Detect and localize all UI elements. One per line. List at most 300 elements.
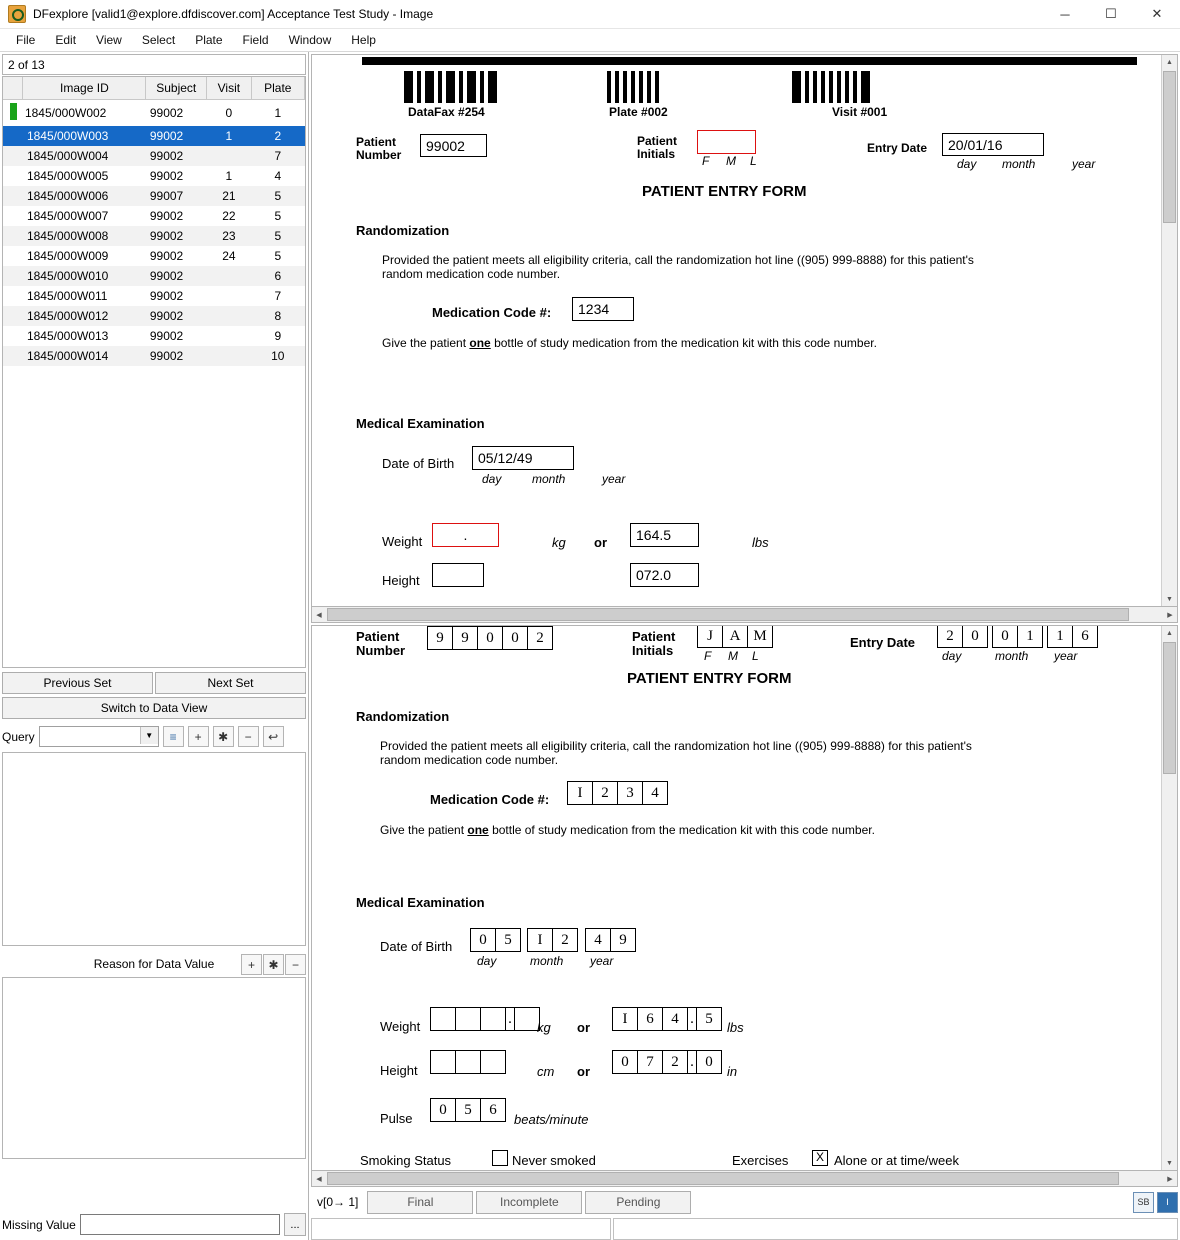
cell-subject: 99002: [149, 209, 184, 223]
title-bar: [0, 0, 1180, 29]
smoking-never-label: Never smoked: [512, 1153, 596, 1169]
pulse-cells[interactable]: [430, 1098, 506, 1122]
reason-add-icon[interactable]: +: [241, 954, 262, 975]
section-randomization: Randomization: [356, 223, 450, 238]
medication-code-cell: 3: [618, 782, 643, 804]
cell-visit: 23: [207, 226, 251, 246]
table-row[interactable]: [3, 126, 305, 146]
row-flag: [3, 166, 23, 186]
cell-plate: 7: [251, 146, 304, 166]
reason-edit-icon[interactable]: ✱: [263, 954, 284, 975]
dob-sub-month-b: month: [530, 954, 564, 969]
scroll-up-icon[interactable]: ▲: [1162, 55, 1177, 69]
scroll-thumb[interactable]: [1163, 71, 1176, 223]
section-medical-examination: Medical Examination: [356, 416, 485, 431]
row-flag: [3, 100, 23, 127]
menu-view[interactable]: View: [96, 33, 122, 47]
query-select[interactable]: [39, 726, 159, 747]
medication-code-label-b: Medication Code #:: [430, 792, 550, 808]
image-list-table[interactable]: [2, 76, 306, 668]
scroll-down-icon[interactable]: ▼: [1162, 592, 1177, 606]
cell-image-id: 1845/000W013: [26, 329, 109, 343]
cell-plate: 5: [274, 209, 282, 223]
missing-value-input[interactable]: [80, 1214, 280, 1235]
randomization-text-line1: Provided the patient meets all eligibility criteria, call the randomization hot line ((905) 999-8888) for this patient's: [382, 253, 974, 267]
weight-kg-unit-b: kg: [537, 1020, 551, 1036]
patient-number-label-line1: Patient: [356, 135, 397, 149]
height-in-field[interactable]: 072.0: [630, 563, 699, 587]
dob-sub-day-b: day: [477, 954, 497, 969]
row-flag: [3, 346, 23, 366]
form-top-horizontal-scrollbar[interactable]: [311, 607, 1178, 623]
minimize-icon[interactable]: ─: [1060, 6, 1070, 22]
form-top-black-bar: [362, 57, 1137, 65]
give-text-one: one: [469, 336, 491, 350]
maximize-icon[interactable]: ☐: [1105, 6, 1117, 21]
cell-subject: 99002: [146, 306, 207, 326]
entry-date-sub-month-b: month: [995, 649, 1029, 664]
height-cm-field[interactable]: [432, 563, 484, 587]
give-text-part2-b: bottle of study medication from the medication kit with this code number.: [488, 823, 875, 838]
missing-value-browse-button[interactable]: ...: [284, 1213, 306, 1236]
entry-date-sub-day-b: day: [942, 649, 962, 664]
table-row[interactable]: [3, 206, 305, 226]
barcode-datafax: [404, 69, 501, 103]
patient-number-cells[interactable]: [427, 626, 553, 650]
menu-select[interactable]: Select: [141, 33, 176, 47]
height-cm-cell: [431, 1051, 456, 1073]
weight-kg-cell: [481, 1008, 506, 1030]
barcode-label-visit: Visit #001: [832, 105, 888, 119]
medication-code-cell: I: [568, 782, 593, 804]
weight-kg-cells[interactable]: [430, 1007, 540, 1031]
entry-date-cell: 1: [1026, 628, 1034, 645]
medication-code-cell: 4: [651, 785, 659, 802]
scroll-up-icon[interactable]: ▲: [1162, 626, 1177, 640]
query-edit-icon[interactable]: ✱: [213, 726, 234, 747]
cell-image-id: 1845/000W010: [23, 266, 146, 286]
table-row[interactable]: [3, 146, 305, 166]
entry-date-label: Entry Date: [867, 141, 928, 155]
weight-lbs-field[interactable]: 164.5: [630, 523, 699, 547]
patient-number-cell: 9: [428, 627, 453, 649]
patient-number-field[interactable]: 99002: [420, 134, 487, 157]
pulse-cell: 5: [456, 1099, 481, 1121]
reason-remove-icon[interactable]: −: [285, 954, 306, 975]
randomization-text-line2: random medication code number.: [382, 267, 561, 281]
scroll-down-icon[interactable]: ▼: [1162, 1156, 1177, 1170]
table-row[interactable]: [3, 346, 305, 366]
cell-plate: 7: [274, 289, 282, 303]
give-text-part1-b: Give the patient: [380, 823, 468, 838]
give-text-one-b: one: [467, 823, 489, 838]
initials-sub-middle-b: M: [728, 649, 738, 664]
patient-number-label-line1-b: Patient: [356, 629, 400, 645]
weight-lbs-unit: lbs: [752, 535, 769, 550]
height-in-cell: 7: [638, 1051, 663, 1073]
query-label: Query: [2, 729, 35, 744]
table-row[interactable]: [3, 266, 305, 286]
cell-visit: [207, 306, 251, 326]
weight-label-b: Weight: [380, 1019, 421, 1035]
dob-day-cell: 0: [471, 929, 496, 951]
medication-code-label: Medication Code #:: [432, 305, 552, 320]
form-bottom-horizontal-scrollbar[interactable]: [311, 1171, 1178, 1187]
table-row[interactable]: [3, 306, 305, 326]
status-bar: [311, 1218, 1178, 1240]
table-body: [3, 100, 305, 367]
status-cell-left: [311, 1218, 611, 1240]
cell-subject: 99002: [149, 169, 184, 183]
switch-to-data-view-button[interactable]: Switch to Data View: [2, 697, 306, 719]
patient-initials-label-line1: Patient: [637, 134, 678, 148]
cell-plate: 8: [251, 306, 304, 326]
form-title-b: PATIENT ENTRY FORM: [627, 670, 792, 688]
height-label: Height: [382, 573, 420, 588]
dob-month-cell: I: [528, 929, 553, 951]
missing-value-label: Missing Value: [2, 1217, 76, 1232]
weight-lbs-cell: 4: [663, 1008, 688, 1030]
cell-visit: [207, 146, 251, 166]
query-detail-panel[interactable]: [2, 752, 306, 946]
dob-sub-month: month: [532, 472, 566, 486]
cell-subject: 99002: [149, 289, 184, 303]
form-bottom-vertical-scrollbar[interactable]: [1161, 626, 1177, 1170]
form-panel-bottom[interactable]: [311, 625, 1178, 1171]
entry-date-cell: 2: [938, 625, 963, 647]
status-cell-right: [613, 1218, 1178, 1240]
cell-subject: 99007: [146, 186, 207, 206]
medication-code-cell: 2: [593, 782, 618, 804]
entry-date-field[interactable]: 20/01/16: [942, 133, 1044, 156]
row-flag: [3, 226, 23, 246]
weight-kg-cell: [456, 1008, 481, 1030]
weight-lbs-cell: 5: [705, 1011, 713, 1028]
initials-sub-last-b: L: [752, 649, 759, 664]
initials-sub-first: F: [702, 154, 710, 168]
entry-date-sub-day: day: [957, 157, 977, 171]
section-medical-examination-b: Medical Examination: [356, 895, 485, 911]
query-add-icon[interactable]: +: [188, 726, 209, 747]
image-only-toggle[interactable]: I: [1157, 1192, 1178, 1213]
incomplete-button[interactable]: Incomplete: [476, 1191, 582, 1214]
initials-sub-middle: M: [726, 154, 736, 168]
exercise-checkbox[interactable]: X: [812, 1150, 828, 1166]
cell-visit: 1: [225, 169, 233, 183]
cell-visit: 22: [222, 209, 236, 223]
cell-image-id: 1845/000W014: [23, 346, 146, 366]
date-of-birth-field[interactable]: 05/12/49: [472, 446, 574, 470]
dob-day-cells[interactable]: [470, 928, 521, 952]
pulse-unit-b: beats/minute: [514, 1112, 589, 1128]
cell-visit: 0: [225, 106, 233, 120]
patient-initials-label-line2: Initials: [637, 147, 676, 161]
give-medication-text-b: [380, 823, 875, 838]
scroll-thumb[interactable]: [327, 608, 1129, 621]
patient-number-cell: 0: [478, 627, 503, 649]
column-header-subject[interactable]: Subject: [146, 77, 207, 100]
weight-label: Weight: [382, 534, 423, 549]
entry-date-cell: 1: [1048, 625, 1073, 647]
dob-month-cell: 2: [561, 932, 569, 949]
window-controls: [1042, 0, 1180, 28]
cell-visit: 21: [207, 186, 251, 206]
view-toggles: [1133, 1192, 1178, 1213]
entry-date-cell: 6: [1081, 628, 1089, 645]
menu-window[interactable]: Window: [288, 33, 332, 47]
height-in-cell: 0: [705, 1054, 713, 1071]
side-by-side-toggle[interactable]: SB: [1133, 1192, 1154, 1213]
reason-buttons: [241, 954, 306, 975]
date-of-birth-label: Date of Birth: [382, 456, 455, 471]
cell-subject: 99002: [149, 249, 184, 263]
give-text-part2: bottle of study medication from the medication kit with this code number.: [490, 336, 877, 350]
close-icon[interactable]: ✕: [1151, 6, 1163, 21]
dob-day-cell: 5: [504, 932, 512, 949]
patient-initials-label-line1-b: Patient: [632, 629, 676, 645]
form-top-vertical-scrollbar[interactable]: [1161, 55, 1177, 606]
entry-date-month-cells[interactable]: [992, 625, 1043, 648]
cell-image-id: 1845/000W005: [26, 169, 109, 183]
row-flag: [3, 306, 23, 326]
weight-lbs-cell: 6: [638, 1008, 663, 1030]
weight-or-text-b: or: [577, 1020, 590, 1036]
record-counter: 2 of 13: [2, 54, 306, 75]
main-area: [0, 52, 1180, 1240]
weight-or-text: or: [594, 535, 607, 550]
pulse-cell: 6: [489, 1102, 497, 1119]
cell-visit: 24: [222, 249, 236, 263]
entry-date-cell: 0: [993, 625, 1018, 647]
scroll-thumb[interactable]: [1163, 642, 1176, 774]
column-header-plate[interactable]: Plate: [251, 77, 304, 100]
barcode-label-plate: Plate #002: [609, 105, 668, 119]
left-sidebar: [0, 52, 309, 1240]
height-cm-cell: [481, 1051, 505, 1073]
weight-lbs-cell: I: [613, 1008, 638, 1030]
height-label-b: Height: [380, 1063, 418, 1079]
menu-plate[interactable]: Plate: [195, 33, 223, 47]
dob-year-cell: 4: [586, 929, 611, 951]
height-in-cell: 2: [663, 1051, 688, 1073]
pulse-cell: 0: [431, 1099, 456, 1121]
row-flag: [3, 266, 23, 286]
patient-initials-cells[interactable]: [697, 625, 773, 648]
initials-sub-last: L: [750, 154, 757, 168]
randomization-text-line1-b: Provided the patient meets all eligibility criteria, call the randomization hot line ((905) 999-8888) for this patient's: [380, 739, 972, 754]
query-row: [2, 726, 306, 747]
patient-initials-field[interactable]: [697, 130, 756, 154]
scroll-thumb[interactable]: [327, 1172, 1119, 1185]
column-header-flag: [3, 77, 23, 100]
patient-initials-cell: A: [723, 625, 748, 647]
status-flag-icon: [10, 103, 17, 120]
cell-image-id: 1845/000W012: [23, 306, 146, 326]
next-set-button[interactable]: Next Set: [155, 672, 306, 694]
date-of-birth-label-b: Date of Birth: [380, 939, 453, 955]
cell-plate: 2: [251, 126, 304, 146]
cell-image-id: 1845/000W006: [23, 186, 146, 206]
pending-button[interactable]: Pending: [585, 1191, 691, 1214]
cell-subject: 99002: [149, 329, 184, 343]
barcode-label-datafax: DataFax #254: [408, 105, 485, 119]
cell-image-id: 1845/000W002: [24, 106, 107, 120]
barcode-plate: [607, 69, 663, 103]
cell-image-id: 1845/000W011: [26, 289, 108, 303]
dob-year-cell: 9: [619, 932, 627, 949]
cell-image-id: 1845/000W009: [26, 249, 109, 263]
entry-date-sub-month: month: [1002, 157, 1036, 171]
patient-number-cell: 0: [503, 627, 528, 649]
section-randomization-b: Randomization: [356, 709, 450, 725]
menu-bar: [0, 29, 1180, 52]
initials-sub-first-b: F: [704, 649, 712, 664]
patient-initials-cell: J: [698, 625, 723, 647]
column-header-visit[interactable]: Visit: [207, 77, 251, 100]
table-row[interactable]: [3, 226, 305, 246]
weight-lbs-decimal: .: [688, 1008, 697, 1030]
query-list-icon[interactable]: ≡: [163, 726, 184, 747]
entry-date-sub-year-b: year: [1054, 649, 1078, 664]
weight-kg-unit: kg: [552, 535, 566, 550]
dob-sub-year: year: [602, 472, 626, 486]
column-header-image-id[interactable]: Image ID: [23, 77, 146, 100]
weight-kg-field[interactable]: .: [432, 523, 499, 547]
cell-plate: 9: [274, 329, 282, 343]
menu-edit[interactable]: Edit: [55, 33, 77, 47]
table-row[interactable]: [3, 286, 305, 306]
cell-plate: 5: [251, 186, 304, 206]
cell-image-id: 1845/000W007: [26, 209, 109, 223]
row-flag: [3, 146, 23, 166]
cell-plate: 6: [251, 266, 304, 286]
final-button[interactable]: Final: [367, 1191, 473, 1214]
dob-year-cells[interactable]: [585, 928, 636, 952]
cell-plate: 5: [251, 226, 304, 246]
form-title: PATIENT ENTRY FORM: [642, 183, 807, 200]
weight-kg-decimal: .: [506, 1008, 515, 1030]
patient-number-label-line2: Number: [356, 148, 402, 162]
cell-subject: 99002: [149, 106, 184, 120]
version-label: v[0→ 1]: [317, 1195, 359, 1210]
reason-detail-panel[interactable]: [2, 977, 306, 1159]
table-row[interactable]: [3, 100, 305, 127]
cell-subject: 99002: [146, 346, 207, 366]
entry-date-cell: 0: [971, 628, 979, 645]
height-in-cells[interactable]: [612, 1050, 722, 1074]
set-navigation: [2, 672, 306, 694]
cell-visit: [207, 286, 251, 306]
medication-code-field[interactable]: 1234: [572, 297, 634, 321]
cell-subject: 99002: [146, 146, 207, 166]
cell-visit: 1: [207, 126, 251, 146]
weight-lbs-cells[interactable]: [612, 1007, 722, 1031]
table-row[interactable]: [3, 166, 305, 186]
height-in-decimal: .: [688, 1051, 697, 1073]
patient-number-cell: 2: [536, 630, 544, 647]
exercises-label: Exercises: [732, 1153, 789, 1169]
randomization-text-line2-b: random medication code number.: [380, 753, 559, 768]
patient-initials-label-line2-b: Initials: [632, 643, 674, 659]
pulse-label-b: Pulse: [380, 1111, 413, 1127]
height-in-cell: 0: [613, 1051, 638, 1073]
cell-visit: [207, 326, 251, 346]
entry-date-day-cells[interactable]: [937, 625, 988, 648]
barcode-visit: [792, 69, 874, 103]
cell-subject: 99002: [146, 266, 207, 286]
window-title: DFexplore [valid1@explore.dfdiscover.com] Acceptance Test Study - Image: [33, 7, 434, 21]
cell-visit: [207, 266, 251, 286]
table-header-row: [3, 77, 305, 100]
scroll-left-icon[interactable]: ◀: [316, 1175, 322, 1183]
dob-sub-day: day: [482, 472, 502, 486]
entry-date-year-cells[interactable]: [1047, 625, 1098, 648]
patient-number-label-line2-b: Number: [356, 643, 406, 659]
height-cm-cells[interactable]: [430, 1050, 506, 1074]
height-cm-cell: [456, 1051, 481, 1073]
dob-month-cells[interactable]: [527, 928, 578, 952]
smoking-never-checkbox[interactable]: [492, 1150, 508, 1166]
image-viewer: [309, 52, 1180, 1240]
scroll-right-icon[interactable]: ▶: [1167, 1175, 1173, 1183]
row-flag: [3, 126, 23, 146]
reason-label: Reason for Data Value: [93, 956, 215, 971]
exercise-option-label: Alone or at time/week: [834, 1153, 960, 1169]
query-undo-icon[interactable]: ↩: [263, 726, 284, 747]
cell-plate: 4: [274, 169, 282, 183]
cell-plate: 10: [251, 346, 304, 366]
menu-help[interactable]: Help: [351, 33, 376, 47]
dob-sub-year-b: year: [590, 954, 614, 969]
row-flag: [3, 286, 23, 306]
row-flag: [3, 206, 23, 226]
table-row[interactable]: [3, 326, 305, 346]
entry-date-sub-year: year: [1072, 157, 1096, 171]
smoking-status-label: Smoking Status: [360, 1153, 452, 1169]
previous-set-button[interactable]: Previous Set: [2, 672, 153, 694]
cell-subject: 99002: [146, 126, 207, 146]
scroll-right-icon[interactable]: ▶: [1167, 611, 1173, 619]
form-panel-top[interactable]: [311, 54, 1178, 607]
cell-plate: 5: [274, 249, 282, 263]
cell-image-id: 1845/000W003: [23, 126, 146, 146]
reason-for-data-value-header: [2, 954, 306, 973]
row-flag: [3, 326, 23, 346]
row-flag: [3, 186, 23, 206]
height-cm-unit-b: cm: [537, 1064, 555, 1080]
chevron-down-icon[interactable]: ▼: [140, 727, 158, 744]
height-or-text-b: or: [577, 1064, 590, 1080]
table-row[interactable]: [3, 246, 305, 266]
menu-file[interactable]: File: [16, 33, 36, 47]
height-in-unit-b: in: [727, 1064, 738, 1080]
missing-value-row: [2, 1213, 306, 1236]
patient-number-cell: 9: [453, 627, 478, 649]
cell-subject: 99002: [146, 226, 207, 246]
medication-code-cells[interactable]: [567, 781, 668, 805]
row-flag: [3, 246, 23, 266]
query-remove-icon[interactable]: −: [238, 726, 259, 747]
status-toolbar: [311, 1189, 1178, 1215]
cell-image-id: 1845/000W008: [23, 226, 146, 246]
entry-date-label-b: Entry Date: [850, 635, 916, 651]
menu-field[interactable]: Field: [242, 33, 269, 47]
scroll-left-icon[interactable]: ◀: [316, 611, 322, 619]
weight-kg-cell: [431, 1008, 456, 1030]
give-medication-text: [382, 336, 877, 351]
weight-kg-cell: [515, 1008, 539, 1030]
table-row[interactable]: [3, 186, 305, 206]
